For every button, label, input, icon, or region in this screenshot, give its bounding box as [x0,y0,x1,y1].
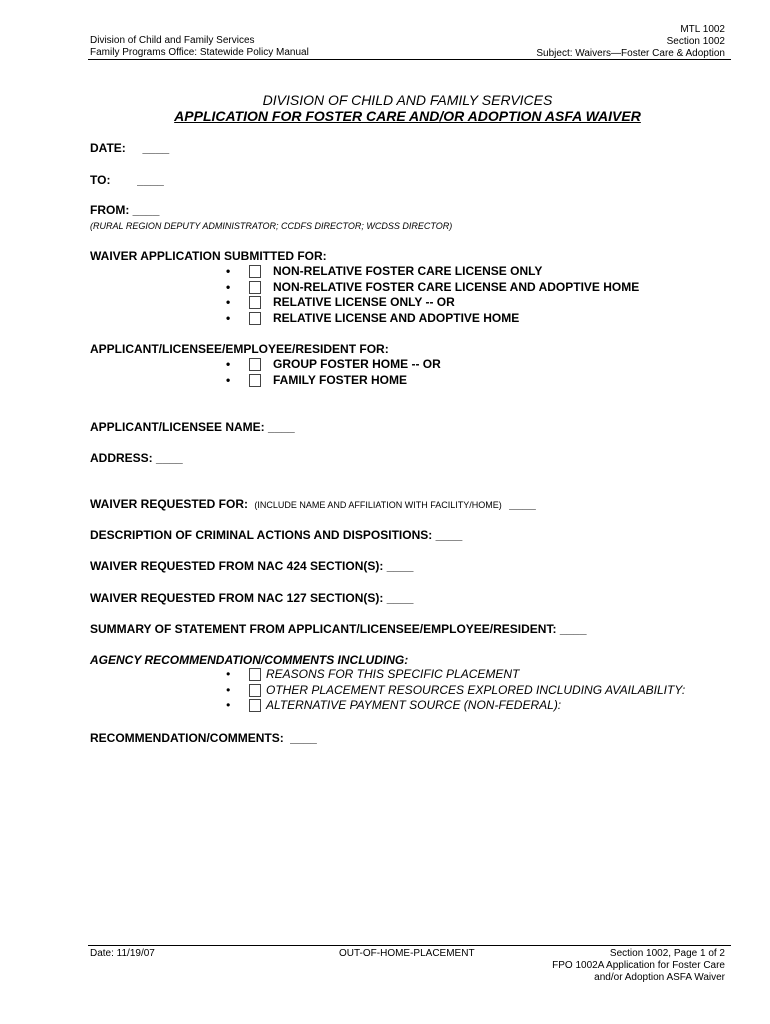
nac424-row [90,559,413,573]
waiver-app-option[interactable] [226,280,639,295]
option-label: REASONS FOR THIS SPECIFIC PLACEMENT [266,667,520,681]
bullet: • [226,373,231,387]
waiver-requested-label: WAIVER REQUESTED FOR: [90,497,249,511]
option-label: GROUP FOSTER HOME -- OR [273,357,441,371]
recommendation-field[interactable]: ____ [290,731,317,745]
option-label: NON-RELATIVE FOSTER CARE LICENSE AND ADOPTIVE HOME [273,280,640,294]
checkbox[interactable] [249,312,261,325]
option-label: NON-RELATIVE FOSTER CARE LICENSE ONLY [273,264,543,278]
option-label: RELATIVE LICENSE AND ADOPTIVE HOME [273,311,520,325]
nac127-field[interactable]: ____ [386,591,414,605]
waiver-app-option[interactable] [226,311,519,326]
footer-page: Section 1002, Page 1 of 2 [609,948,725,959]
criminal-field[interactable]: ____ [435,528,463,542]
option-label: FAMILY FOSTER HOME [273,373,408,387]
checkbox[interactable] [249,668,261,681]
bullet: • [226,264,231,278]
address-row [90,451,183,465]
waiver-requested-row [90,497,536,511]
header-subject: Subject: Waivers—Foster Care & Adoption [536,48,725,59]
checkbox[interactable] [249,684,261,697]
bullet: • [226,698,231,712]
date-field[interactable]: ____ [142,141,170,155]
summary-label: SUMMARY OF STATEMENT FROM APPLICANT/LICENSEE/EMPLOYEE/RESIDENT: [90,622,557,636]
criminal-row [90,528,462,542]
option-label: OTHER PLACEMENT RESOURCES EXPLORED INCLUDING AVAILABILITY: [266,683,686,697]
waiver-app-option[interactable] [226,295,455,310]
address-field[interactable]: ____ [156,451,183,465]
to-label: TO: [90,173,111,187]
header-left [90,35,309,59]
header-section: Section 1002 [666,36,725,47]
header-office: Family Programs Office: Statewide Policy Manual [90,47,309,58]
waiver-requested-note: (INCLUDE NAME AND AFFILIATION WITH FACILITY/HOME) [254,500,502,510]
footer-form-line1: FPO 1002A Application for Foster Care [552,960,725,971]
from-row [90,203,159,217]
checkbox[interactable] [249,296,261,309]
from-label: FROM: [90,203,130,217]
applicant-name-field[interactable]: ____ [268,420,295,434]
checkbox[interactable] [249,265,261,278]
nac424-field[interactable]: ____ [386,559,414,573]
from-note: (RURAL REGION DEPUTY ADMINISTRATOR; CCDFS DIRECTOR; WCDSS DIRECTOR) [90,221,453,231]
agency-option[interactable] [226,667,519,682]
footer-center: OUT-OF-HOME-PLACEMENT [339,948,475,959]
applicant-name-label: APPLICANT/LICENSEE NAME: [90,420,265,434]
nac127-label: WAIVER REQUESTED FROM NAC 127 SECTION(S): [90,591,384,605]
bullet: • [226,311,231,325]
header-division: Division of Child and Family Services [90,35,255,46]
checkbox[interactable] [249,358,261,371]
footer-right [552,948,725,984]
waiver-app-label: WAIVER APPLICATION SUBMITTED FOR: [90,249,327,263]
checkbox[interactable] [249,374,261,387]
footer-form-line2: and/or Adoption ASFA Waiver [594,972,725,983]
recommendation-row [90,731,317,745]
option-label: RELATIVE LICENSE ONLY -- OR [273,295,455,309]
agency-label: AGENCY RECOMMENDATION/COMMENTS INCLUDING: [90,653,409,667]
date-row [90,141,169,155]
nac127-row [90,591,413,605]
to-row [90,173,164,187]
summary-row [90,622,587,636]
to-field[interactable]: ____ [137,173,164,187]
address-label: ADDRESS: [90,451,153,465]
bullet: • [226,280,231,294]
header-right [536,24,725,60]
bullet: • [226,667,231,681]
title-line2: APPLICATION FOR FOSTER CARE AND/OR ADOPTION ASFA WAIVER [174,108,641,124]
checkbox[interactable] [249,699,261,712]
criminal-label: DESCRIPTION OF CRIMINAL ACTIONS AND DISPOSITIONS: [90,528,433,542]
agency-option[interactable] [226,698,561,713]
bullet: • [226,683,231,697]
applicant-for-label: APPLICANT/LICENSEE/EMPLOYEE/RESIDENT FOR: [90,342,389,356]
date-label: DATE: [90,141,126,155]
nac424-label: WAIVER REQUESTED FROM NAC 424 SECTION(S): [90,559,384,573]
from-field[interactable]: ____ [132,203,160,217]
waiver-requested-field[interactable]: ____ [509,497,536,511]
bullet: • [226,295,231,309]
bullet: • [226,357,231,371]
waiver-app-option[interactable] [226,264,542,279]
applicant-name-row [90,420,295,434]
title-line1: DIVISION OF CHILD AND FAMILY SERVICES [262,92,553,108]
header-mtl: MTL 1002 [680,24,725,35]
option-label: ALTERNATIVE PAYMENT SOURCE (NON-FEDERAL): [266,698,562,712]
footer-date: Date: 11/19/07 [90,948,155,959]
checkbox[interactable] [249,281,261,294]
applicant-for-option[interactable] [226,357,441,372]
header-rule [88,59,731,60]
footer-rule [88,945,731,946]
recommendation-label: RECOMMENDATION/COMMENTS: [90,731,284,745]
agency-option[interactable] [226,683,685,698]
summary-field[interactable]: ____ [559,622,587,636]
applicant-for-option[interactable] [226,373,407,388]
